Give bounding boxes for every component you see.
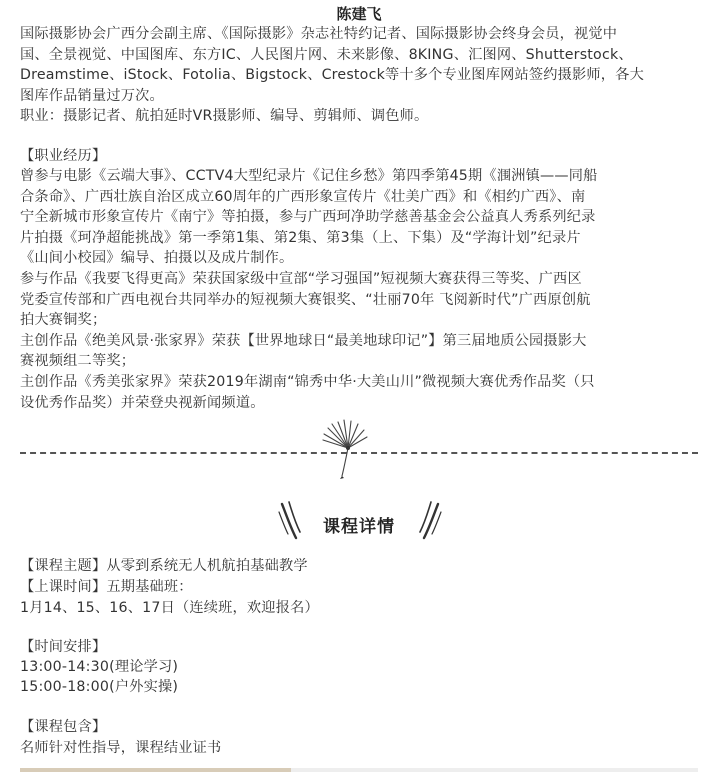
bottom-decoration-bar [20, 768, 698, 772]
dandelion-seed-icon [320, 418, 370, 480]
author-intro: 国际摄影协会广西分会副主席、《国际摄影》杂志社特约记者、国际摄影协会终身会员，视觉中 国、全景视觉、中国图库、东方IC、人民图片网、未来影像、8KING、汇图网、Shutterstock、 Dreamstime、iStock、Fotolia、Bigstock、Crestock等十多个专业图库网站签约摄影师，各大 图库作品销量过万次。 职业：摄影记者、航拍延时VR摄影师、编导、剪辑师、调色师。 [20, 26, 644, 125]
schedule-heading: 【时间安排】 [20, 639, 107, 655]
includes-text: 名师针对性指导，课程结业证书 [20, 740, 222, 756]
course-topic: 【课程主题】从零到系统无人机航拍基础教学 [20, 558, 308, 574]
career-heading: 【职业经历】 [20, 148, 107, 164]
career-text: 曾参与电影《云端大事》、CCTV4大型纪录片《记住乡愁》第四季第45期《涠洲镇——同船 合条命》、广西壮族自治区成立60周年的广西形象宣传片《壮美广西》和《相约广西》、南 宁全新城市形象宣传片《南宁》等拍摄，参与广西珂净助学慈善基金会公益真人秀系列纪录 片拍摄《珂净超能挑战》第一季第1集、第2集、第3集（上、下集）及“学海计划”纪录片 《山间小校园》编导、拍摄以及成片制作。 参与作品《我要飞得更高》荣获国家级中宣部“学习强国”短视频大赛获得三等奖、广西区 党委宣传部和广西电视台共同举办的短视频大赛银奖、“壮丽70年 飞阅新时代”广西原创航 拍大赛铜奖； 主创作品《绝美风景·张家界》荣获【世界地球日“最美地球印记”】第三届地质公园摄影大 赛视频组二等奖； 主创作品《秀美张家界》荣获2019年湖南“锦秀中华·大美山川”微视频大赛优秀作品奖（只 设优秀作品奖）并荣登央视新闻频道。 [20, 168, 598, 411]
course-time: 【上课时间】五期基础班： [20, 579, 193, 595]
brush-strokes-icon [414, 500, 444, 540]
course-section-header [0, 500, 718, 544]
schedule-practice: 15:00-18:00(户外实操) [20, 679, 179, 695]
includes-heading: 【课程包含】 [20, 719, 107, 735]
schedule-theory: 13:00-14:30(理论学习) [20, 659, 179, 675]
author-name: 陈建飞 [336, 5, 382, 23]
course-dates: 1月14、15、16、17日（连续班，欢迎报名） [20, 600, 319, 616]
section-title: 课程详情 [323, 517, 395, 537]
